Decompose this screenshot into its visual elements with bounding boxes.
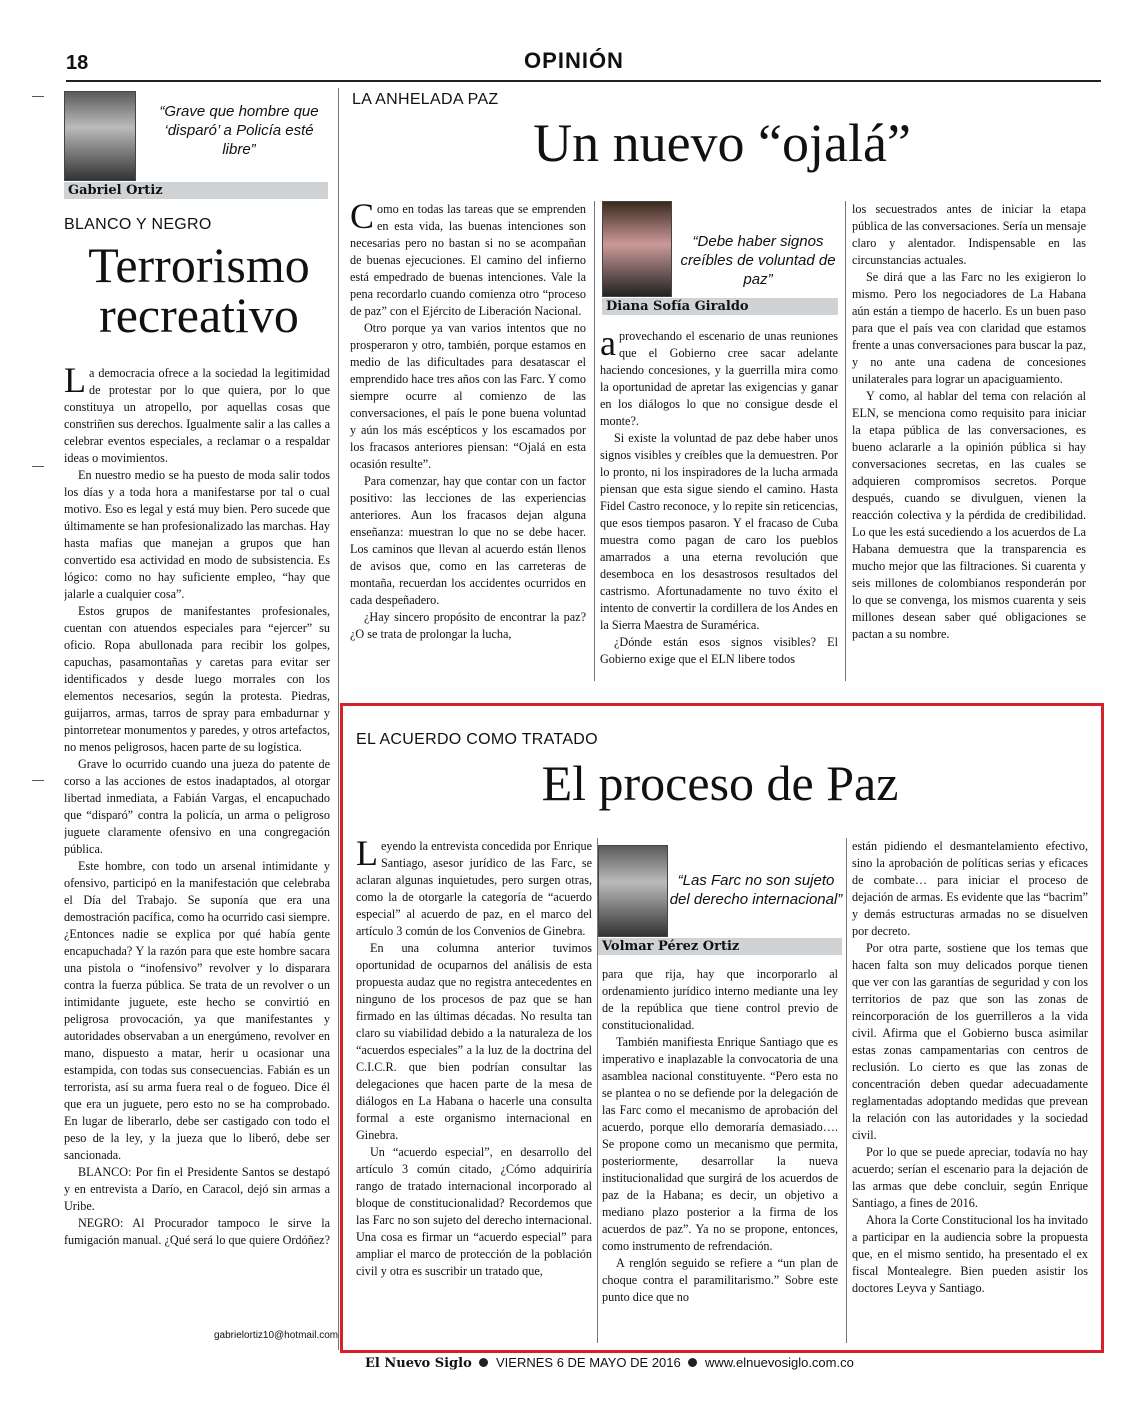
- paragraph: En una columna anterior tuvimos oportunidad de ocuparnos del análisis de esta propuesta audaz que no registra antecedentes en ninguno de los procesos de paz que se han firmado en las últimas décadas. No resulta tan claro su viabilidad debido a la naturaleza de los “acuerdos especiales” a la luz de la doctrina del C.I.C.R. que bien podrían consultar las delegaciones que hacen parte de la mesa de diálogos en La Habana o hacerle una consulta formal a este organismo internacional en Ginebra.: [356, 941, 592, 1142]
- header-rule: [66, 80, 1101, 82]
- paragraph: Y como, al hablar del tema con relación al ELN, se menciona como requisito para iniciar la etapa pública de las conversaciones, es bueno aclararle a la opinión pública si hay conversaciones secretas, en las cuales se adquieren compromisos secretos. Porque después, cuando se divulguen, vienen la reacción colectiva y la pérdida de credibilidad. Lo que les está sucediendo a los acuerdos de La Habana demuestra que la transparencia es mucho mejor que las filtraciones. Si cuarenta y seis millones de colombianos responderán por lo que se convenga, los mismos cuarenta y seis millones desean saber qué obligaciones se pactan a su nombre.: [852, 389, 1086, 641]
- paragraph: Se dirá que a las Farc no les exigieron lo mismo. Pero los negociadores de La Habana aún están a tiempo de hacerlo. Es un buen paso para que el país vea con claridad que estamos frente a unas conversaciones para buscar la paz, y no ante una cadena de concesiones unilaterales para lograr un apaciguamiento.: [852, 270, 1086, 386]
- paragraph: Leyendo la entrevista concedida por Enrique Santiago, asesor jurídico de las Farc, se aclaran algunas inquietudes, pero surgen otras, como la de otorgarle la categoría de “acuerdo especial” al acuerdo de paz, en el marco del artículo 3 común de los Convenios de Ginebra.: [356, 838, 592, 938]
- author-photo-gabriel: [64, 91, 136, 181]
- paragraph: ¿Dónde están esos signos visibles? El Gobierno exige que el ELN libere todos: [600, 635, 838, 666]
- column-divider: [597, 838, 598, 1343]
- paragraph: Por lo que se puede apreciar, todavía no hay acuerdo; serían el escenario para la dejación de las armas que debe concluir, según Enrique Santiago, a fines de 2016.: [852, 1145, 1088, 1210]
- paragraph: Para comenzar, hay que contar con un factor positivo: las lecciones de las experiencias anteriores. Aun los fracasos dejan alguna enseñanza: muestran lo que no se debe hacer. Los caminos que llevan al acuerdo están llenos de avisos que, como en las carreteras de montaña, recuerdan los accidentes ocurridos en cada despeñadero.: [350, 474, 586, 607]
- paragraph: La democracia ofrece a la sociedad la legitimidad de protestar por lo que quiera, por lo que constituya un atropello, por aquellas cosas que constriñen sus derechos. Igualmente salir a las calles a celebrar eventos especiales, a reclamar o a respaldar ideas o movimientos.: [64, 365, 330, 465]
- paragraph: están pidiendo el desmantelamiento efectivo, sino la aprobación de políticas serias y eficaces de combate… para iniciar el proceso de dejación de armas. Es evidente que las “bacrim” y demás estructuras armadas no se disuelven por decreto.: [852, 839, 1088, 938]
- paragraph: Este hombre, con todo un arsenal intimidante y ofensivo, participó en la manifestación que celebraba el Día del Trabajo. Se suponía que era una demostración pacífica, como ha ocurrido casi siempre. ¿Entonces nadie se explica por qué había gente encapuchada? Y la razón para que este hombre sacara una pistola o “inofensivo” revolver y lo disparara contra la fuerza pública. Se trata de un revolver o un intimidante juguete, este hecho se convirtió en peligrosa provocación, ya que manifestantes y autoridades observaban a un energúmeno, revolver en mano, dispuesto a matar, herir u ocasionar una estampida, con todas sus consecuencias. Fabián es un terrorista, así su arma fuera real o de fogueo. Dice él que era un juguete, pero esto no se ha comprobado. En lugar de liberarlo, debe ser castigado con todo el peso de la ley, y la jueza que lo liberó, debe ser sancionada.: [64, 859, 330, 1162]
- margin-mark: [32, 96, 44, 97]
- article-body-left: [64, 365, 330, 1330]
- paragraph: Por otra parte, sostiene que los temas que hacen falta son muy delicados porque tienen que ver con las garantías de seguridad y con los territorios de paz que son las zonas de reincorporación de los guerrilleros a la vida civil. Afirma que el Gobierno busca asimilar estas zonas campamentarias con centros de reclusión. Lo cierto es que las zonas de concentración deben quedar adecuadamente reglamentadas adoptando medidas que prevean la relación con las autoridades y la sociedad civil.: [852, 941, 1088, 1142]
- kicker-top: LA ANHELADA PAZ: [352, 91, 499, 108]
- margin-mark: [32, 780, 44, 781]
- paragraph: para que rija, hay que incorporarlo al ordenamiento jurídico interno mediante una ley de la república que tiene control previo de constitucionalidad.: [602, 967, 838, 1032]
- byline-gabriel: Gabriel Ortiz: [64, 182, 328, 199]
- paragraph: Estos grupos de manifestantes profesionales, cuentan con atuendos especiales para “ejercer” su oficio. Ropa abullonada para recibir los golpes, capuchas, pasamontañas y caretas para evitar ser identificados y desde luego morrales con los elementos necesarios, según la protesta. Piedras, guijarros, armas, tarros de spray para embadurnar y pintorretear monumentos y paredes, y otros artefactos, no menos peligrosos, hacen parte de su logística.: [64, 604, 330, 754]
- paragraph: BLANCO: Por fin el Presidente Santos se destapó y en entrevista a Darío, en Caracol, dejó sin armas a Uribe.: [64, 1165, 330, 1213]
- headline-left: Terrorismo recreativo: [88, 237, 310, 343]
- article-top-col2: [600, 328, 838, 682]
- paragraph: Ahora la Corte Constitucional los ha invitado a participar en la audiencia sobre la propuesta que, en el mismo sentido, ha presentado el ex fiscal Montealegre. Bien pueden asistir los doctores Leyva y Santiago.: [852, 1213, 1088, 1295]
- margin-mark: [32, 466, 44, 467]
- author-photo-diana: [602, 201, 672, 297]
- article-bottom-col2: [602, 966, 838, 1348]
- headline-top: Un nuevo “ojalá”: [533, 113, 911, 173]
- paragraph: ¿Hay sincero propósito de encontrar la paz? ¿O se trata de prolongar la lucha,: [350, 610, 586, 641]
- paragraph: Si existe la voluntad de paz debe haber unos signos visibles y creíbles que la demuestren. Por lo pronto, ni los inspiradores de la lucha armada piensan que esta sigue siendo el camino. Hasta Fidel Castro reconoce, y lo repite sin reticencias, que esos tiempos pasaron. Y el fracaso de Cuba muestra como pagan de caro los pueblos amarrados a una eterna revolución que desemboca en los desastrosos resultados del castrismo. Afortunadamente no tuvo éxito el intento de convertir la cordillera de los Andes en la Sierra Maestra de Suramérica.: [600, 431, 838, 632]
- column-divider: [846, 838, 847, 1343]
- paragraph: aprovechando el escenario de unas reuniones que el Gobierno cree sacar adelante haciendo concesiones, y la guerrilla mira como la oportunidad de apretar las exigencias y ganar en los diálogos lo que no consigue desde el monte?.: [600, 328, 838, 428]
- footer-url[interactable]: www.elnuevosiglo.com.co: [704, 1355, 854, 1370]
- paragraph: En nuestro medio se ha puesto de moda salir todos los días y a toda hora a manifestarse por tal o cual motivo. Eso es legal y está muy bien. Pero sucede que últimamente se han profesionalizado las marchas. Hay hasta mafias que manejan a grupos que han convertido esa actividad en modo de subsistencia. Es lógico: como no hay suficiente empleo, “hay que jalarle a cualquier cosa”.: [64, 468, 330, 601]
- page-footer: [365, 1355, 854, 1371]
- headline-bottom: El proceso de Paz: [541, 755, 899, 811]
- byline-volmar: Volmar Pérez Ortiz: [598, 938, 842, 955]
- author-email: gabrielortiz10@hotmail.com: [214, 1330, 339, 1341]
- article-bottom-col1: [356, 838, 592, 1348]
- article-top-col3: [852, 201, 1086, 682]
- paragraph: los secuestrados antes de iniciar la etapa pública de las conversaciones. Sería un mensaje claro y alentador. Indispensable en las circunstancias actuales.: [852, 202, 1086, 267]
- bullet-icon: [479, 1358, 488, 1367]
- byline-diana: Diana Sofía Giraldo: [602, 298, 838, 315]
- paragraph: A renglón seguido se refiere a “un plan de choque contra el paramilitarismo.” Sobre este punto dice que no: [602, 1256, 838, 1304]
- pull-quote-top: “Debe haber signos creíbles de voluntad de paz”: [680, 233, 836, 288]
- footer-brand: El Nuevo Siglo: [365, 1356, 472, 1371]
- section-title: OPINIÓN: [524, 48, 624, 73]
- author-photo-volmar: [598, 845, 668, 937]
- paragraph: Grave lo ocurrido cuando una jueza do patente de corso a las acciones de estos inadaptados, al otorgar libertad inmediata, a Fabián Vargas, el encapuchado que “disparó” contra la policía, un arma o peligroso juguete claramente ofensivo en una congregación pública.: [64, 757, 330, 856]
- column-divider: [338, 88, 339, 1350]
- article-bottom-col3: [852, 838, 1088, 1348]
- page-number: 18: [66, 52, 89, 74]
- paragraph: NEGRO: Al Procurador tampoco le sirve la fumigación manual. ¿Qué será lo que quiere Ordóñez?: [64, 1216, 330, 1247]
- kicker-bottom: EL ACUERDO COMO TRATADO: [356, 731, 598, 748]
- paragraph: Como en todas las tareas que se emprenden en esta vida, las buenas intenciones son necesarias pero no bastan si no se acompañan de buenas ejecuciones. El camino del infierno está empedrado de buenas intenciones. Vale la pena recordarlo cuando comienza otro “proceso de paz” con el Ejército de Liberación Nacional.: [350, 201, 586, 318]
- paragraph: Otro porque ya van varios intentos que no prosperaron y otro, también, porque estamos en medio de las dificultades para desatascar el emprendido hace tres años con las Farc. Y como siempre ocurre al comienzo de las conversaciones, el país le pone buena voluntad y aún los más escépticos y los escamados por los fracasos anteriores piensan: “Ojalá en esta ocasión resulte”.: [350, 321, 586, 471]
- article-top-col1: [350, 201, 586, 681]
- paragraph: Un “acuerdo especial”, en desarrollo del artículo 3 común citado, ¿Cómo adquiriría rango de tratado internacional incorporado al bloque de constitucionalidad? Recordemos que las Farc no son sujeto del derecho internacional. Una cosa es firmar un “acuerdo especial” para ampliar el marco de protección de la población civil y otra es suscribir un tratado que,: [356, 1145, 592, 1278]
- bullet-icon: [688, 1358, 697, 1367]
- pull-quote-left: “Grave que hombre que ‘disparó’ a Policía esté libre”: [159, 103, 319, 158]
- footer-date: VIERNES 6 DE MAYO DE 2016: [496, 1355, 681, 1370]
- kicker-left: BLANCO Y NEGRO: [64, 216, 212, 233]
- pull-quote-bottom: “Las Farc no son sujeto del derecho internacional”: [669, 872, 843, 908]
- column-divider: [845, 201, 846, 681]
- column-divider: [594, 201, 595, 681]
- paragraph: También manifiesta Enrique Santiago que es imperativo e inaplazable la convocatoria de una asamblea nacional constituyente. “Pero esta no se planteа o no se defiende por la delegación de las Farc como el mecanismo de aprobación del acuerdo, porque ello demoraría demasiado…. Se propone como un mecanismo que permita, posteriormente, desarrollar la nueva institucionalidad que surgirá de los acuerdos de paz de la Habana; es decir, un objetivo a mediano plazo posterior a la firma de los acuerdos de paz”. Ya no se propone, entonces, como instrumento de refrendación.: [602, 1035, 838, 1253]
